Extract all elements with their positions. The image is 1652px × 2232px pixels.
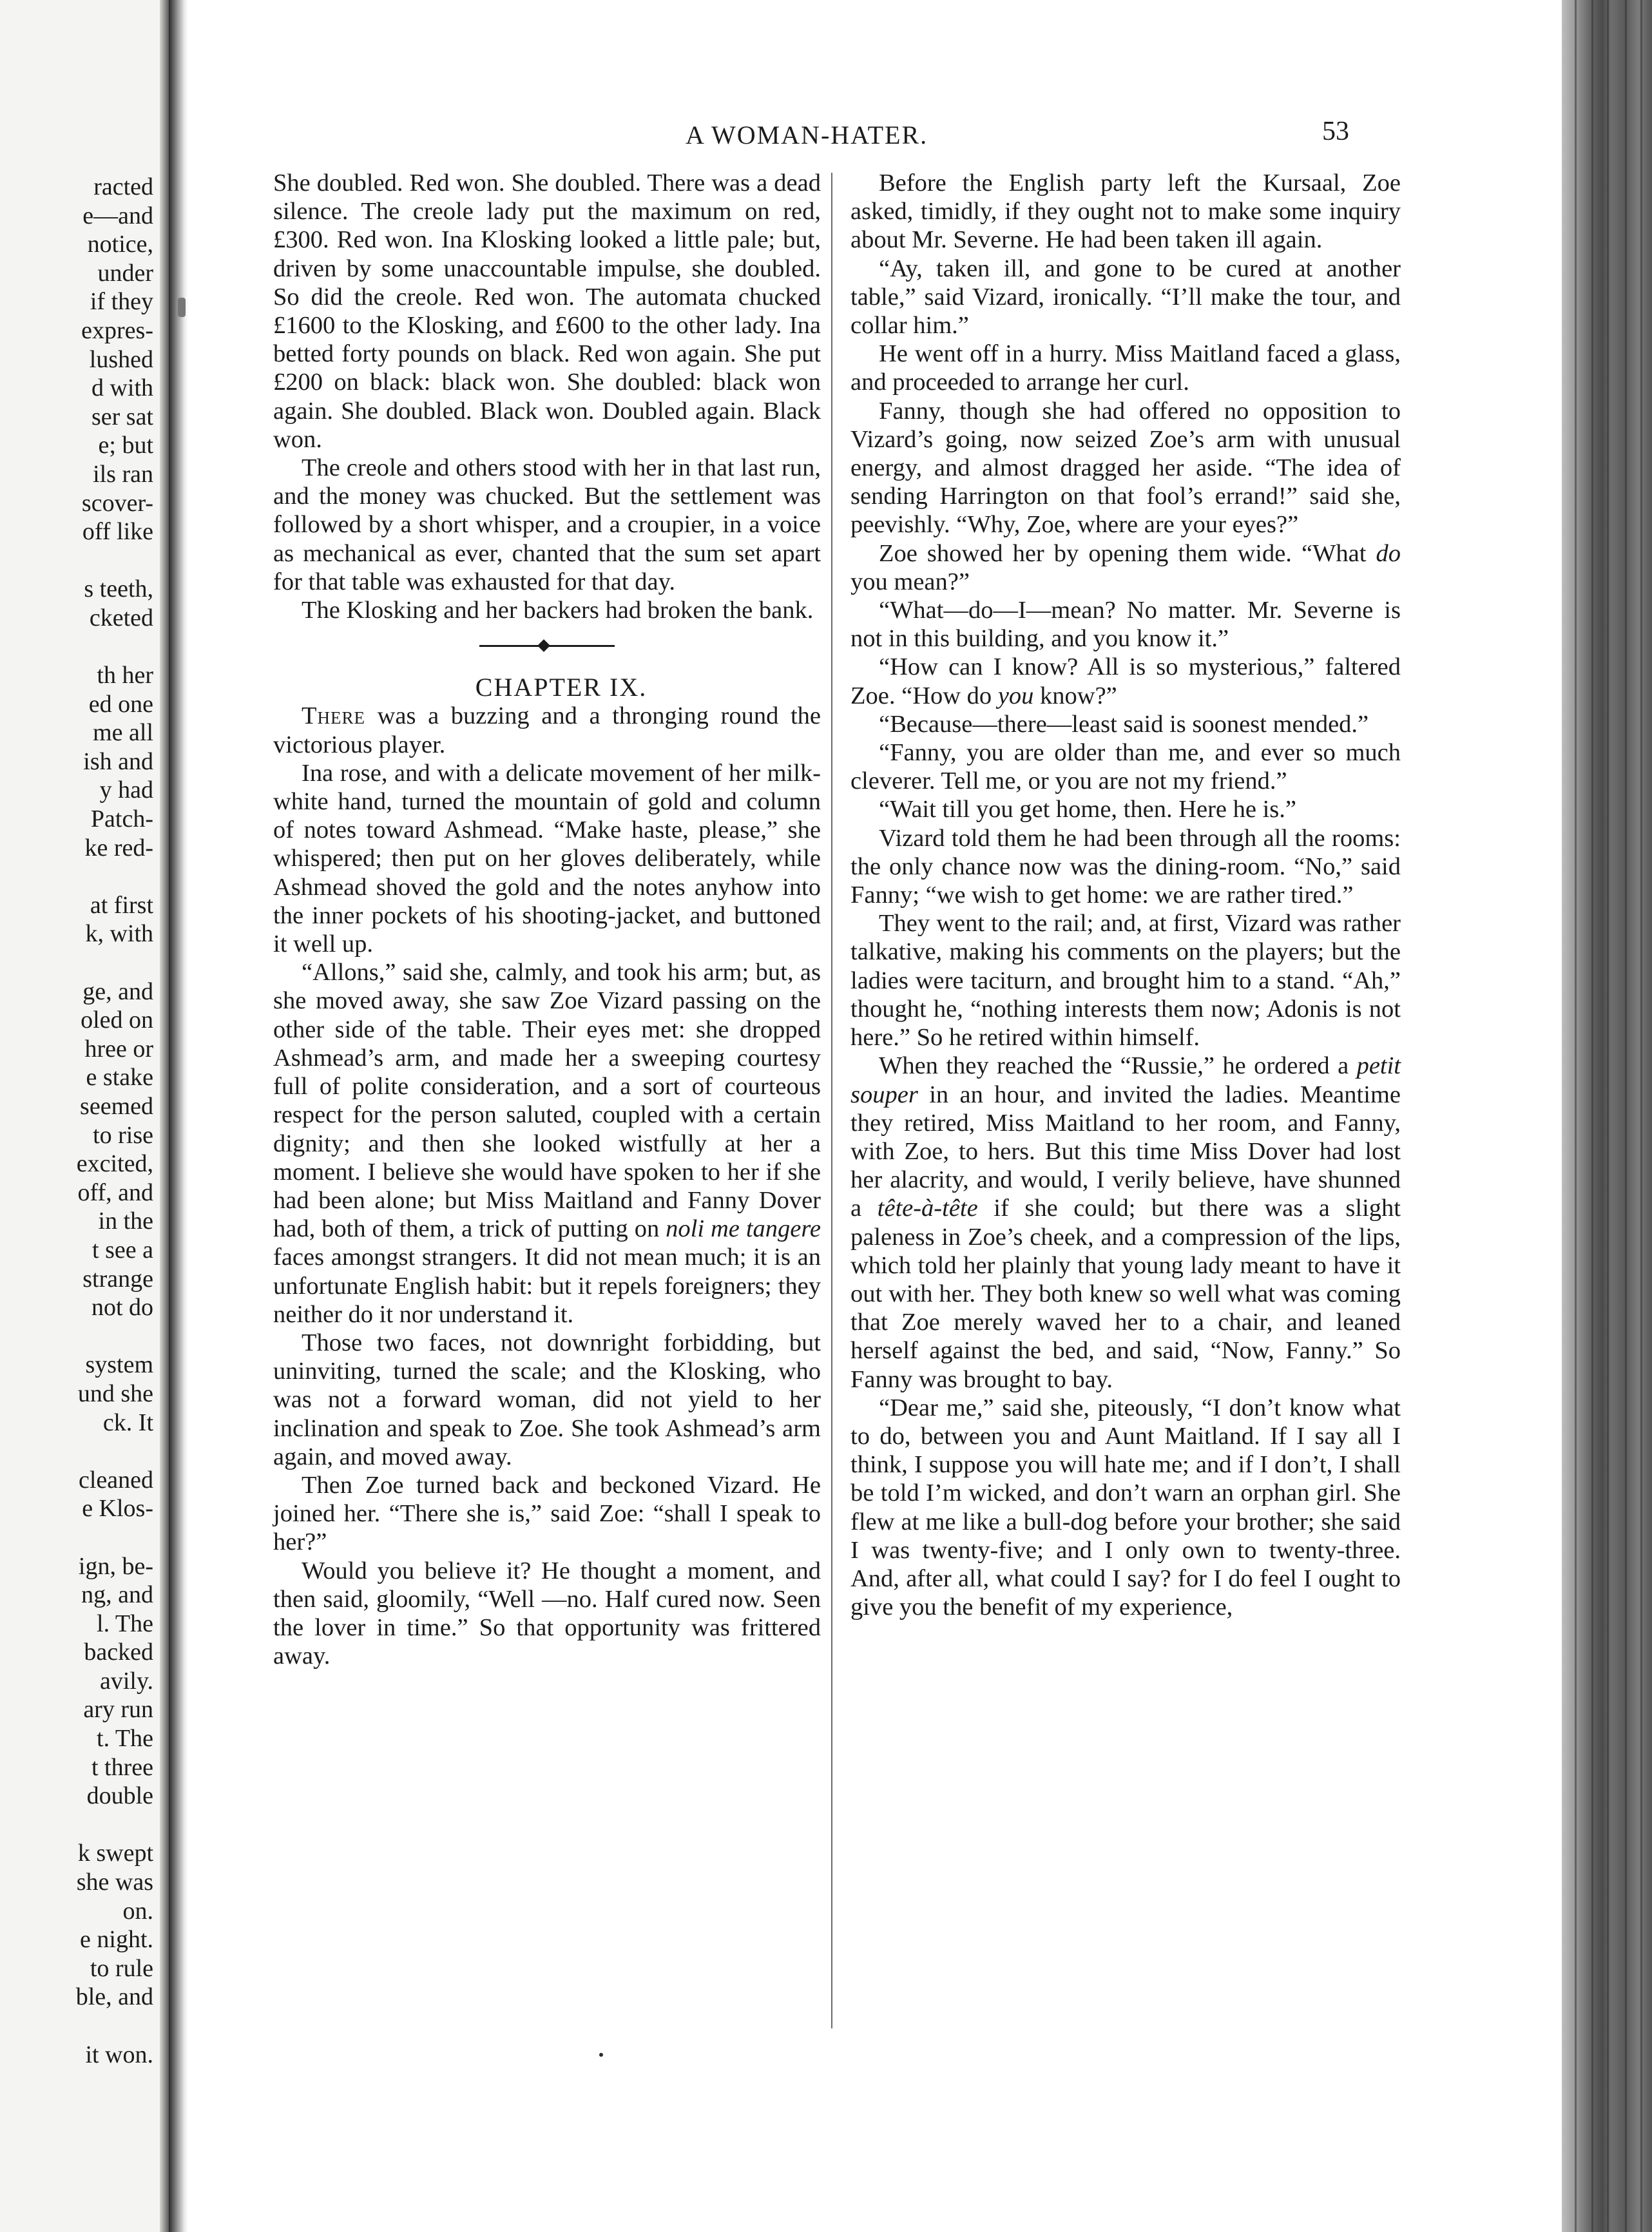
facing-page-line: backed (84, 1639, 153, 1666)
chapter-lead-word: There (302, 702, 366, 730)
facing-page-line: e Klos- (82, 1495, 153, 1523)
paragraph: They went to the rail; and, at first, Vizard was rather talkative, making his comments on the players; but the ladies were taciturn, and brought him to a stand. “Ah,” thought he, “nothing interests them now; Adonis is not here.” So he retired within himself. (850, 910, 1401, 1052)
page-number: 53 (1322, 117, 1349, 146)
facing-page-line: e stake (86, 1064, 153, 1092)
paragraph: She doubled. Red won. She doubled. There was a dead silence. The creole lady put the maximum on red, £300. Red won. Ina Klosking looked a little pale; but, driven by some unaccountable impulse, she doubled. So did the creole. Red won. The automata chucked £1600 to the Klosking, and £600 to the other lady. Ina betted forty pounds on black. Red won again. She put £200 on black: black won. She doubled: black won again. She doubled. Black won. Doubled again. Black won. (273, 169, 821, 453)
chapter-heading: CHAPTER IX. (475, 673, 648, 702)
paragraph: “How can I know? All is so mysterious,” faltered Zoe. “How do you know?” (850, 653, 1401, 709)
paragraph: Then Zoe turned back and beckoned Vizard. He joined her. “There she is,” said Zoe: “shall I speak to her?” (273, 1471, 821, 1556)
facing-page-line: ke red- (84, 834, 153, 861)
facing-page-line: hree or (84, 1035, 153, 1063)
left-column (273, 169, 821, 1670)
facing-page-line: ble, and (75, 1983, 153, 2011)
facing-page-line: not do (91, 1294, 153, 1322)
facing-page-line (0, 546, 153, 575)
paragraph: “Fanny, you are older than me, and ever so much cleverer. Tell me, or you are not my friend.” (850, 739, 1401, 795)
facing-page-line: racted (93, 173, 153, 200)
facing-page-line: lushed (89, 345, 153, 373)
facing-page-line (0, 1523, 153, 1552)
facing-page-line: Patch- (90, 805, 153, 833)
facing-page-line: avily. (99, 1667, 153, 1695)
facing-page-edge (160, 0, 169, 2232)
paragraph: “Because—there—least said is soonest mended.” (879, 710, 1369, 738)
facing-page-line: it won. (85, 2041, 153, 2068)
facing-page-line: under (97, 259, 153, 287)
paragraph: “What—do—I—mean? No matter. Mr. Severne is not in this building, and you know it.” (850, 597, 1401, 653)
facing-page-line: ge, and (82, 977, 153, 1005)
paragraph: The creole and others stood with her in that last run, and the money was chucked. But the settlement was followed by a short whisper, and a croupier, in a voice as mechanical as ever, chanted that the sum set apart for that table was exhausted for that day. (273, 454, 821, 595)
facing-page-line: seemed (80, 1093, 153, 1120)
facing-page-line: ils ran (93, 460, 153, 488)
running-title: A WOMAN-HATER. (686, 120, 928, 149)
facing-page-line: ary run (83, 1696, 153, 1724)
book-gutter (169, 0, 188, 2232)
facing-page-line (0, 2012, 153, 2041)
facing-page-line: ign, be- (78, 1552, 153, 1580)
paragraph: The Klosking and her backers had broken the bank. (302, 597, 814, 624)
paragraph: When they reached the “Russie,” he ordered a petit souper in an hour, and invited the ladies. Meantime they retired, Miss Maitland to her room, and Fanny, with Zoe, to hers. But this time Miss Dover had lost her alacrity, and would, I verily believe, have shunned a tête-à-tête if she could; but there was a slight paleness in Zoe’s cheek, and a compression of the lips, which told her plainly that young lady meant to have it out with her. They both knew so well what was coming that Zoe merely waved her to a chair, and leaned herself against the bed, and said, “Now, Fanny.” So Fanny was brought to bay. (850, 1052, 1401, 1393)
facing-page-line: ck. It (102, 1409, 153, 1436)
paragraph: “Dear me,” said she, piteously, “I don’t know what to do, between you and Aunt Maitland. If I say all I think, I suppose you will hate me; and if I don’t, I shall be told I’m wicked, and don’t warn an orphan girl. She flew at me like a bull-dog before your brother; she said I was twenty-five; and I only own to twenty-three. And, after all, what could I say? for I do feel I ought to give you the benefit of my experience, (850, 1394, 1401, 1621)
facing-page-line: strange (82, 1265, 153, 1293)
facing-page-fragment (0, 0, 169, 2232)
facing-page-line: t. The (97, 1725, 153, 1753)
facing-page-line (0, 1437, 153, 1466)
facing-page-line (0, 1322, 153, 1351)
paragraph: There was a buzzing and a thronging round the victorious player. (273, 702, 821, 758)
facing-page-line: d with (91, 374, 153, 402)
facing-page-line: ng, and (81, 1581, 153, 1609)
facing-page-line (0, 862, 153, 891)
facing-page-line: und she (77, 1380, 153, 1407)
facing-page-line: expres- (81, 316, 153, 344)
paragraph: Vizard told them he had been through all the rooms: the only chance now was the dining-room. “No,” said Fanny; “we wish to get home: we are rather tired.” (850, 824, 1401, 909)
facing-page-line: e—and (82, 202, 153, 229)
facing-page-line: t three (91, 1753, 153, 1781)
facing-page-line: notice, (87, 231, 153, 258)
facing-page-line: k swept (77, 1840, 153, 1867)
section-ornament (479, 641, 615, 650)
facing-page-line: e; but (98, 432, 153, 459)
paragraph: He went off in a hurry. Miss Maitland faced a glass, and proceeded to arrange her curl. (850, 340, 1401, 396)
facing-page-line: cleaned (78, 1466, 153, 1494)
facing-page-line: t see a (92, 1236, 153, 1264)
right-column (850, 169, 1401, 1621)
facing-page-line: at first (90, 891, 153, 919)
facing-page-line: excited, (76, 1150, 153, 1178)
paragraph: Ina rose, and with a delicate movement of her milk-white hand, turned the mountain of gold and column of notes toward Ashmead. “Make haste, please,” she whispered; then put on her gloves deliberately, while Ashmead shoved the gold and the notes anyhow into the inner pockets of his shooting-jacket, and buttoned it well up. (273, 759, 821, 958)
facing-page-line: she was (76, 1869, 153, 1896)
facing-page-line: ser sat (91, 403, 153, 430)
book-page-edges (1562, 0, 1652, 2232)
paragraph: “Allons,” said she, calmly, and took his arm; but, as she moved away, she saw Zoe Vizard passing on the other side of the table. Their eyes met: she dropped Ashmead’s arm, and made her a sweeping courtesy full of polite consideration, and a sort of courteous respect for the person saluted, coupled with a certain dignity; and then she looked wistfully at her a moment. I believe she would have spoken to her if she had been alone; but Miss Maitland and Fanny Dover had, both of them, a trick of putting on noli me tangere faces amongst strangers. It did not mean much; it is an unfortunate English habit: but it repels foreigners; they neither do it nor understand it. (273, 959, 821, 1328)
facing-page-line: oled on (81, 1006, 153, 1034)
facing-page-text (0, 173, 153, 2069)
facing-page-line: k, with (85, 920, 153, 948)
facing-page-line: scover- (81, 489, 153, 517)
paragraph: Those two faces, not downright forbidding, but uninviting, turned the scale; and the Klosking, who was not a forward woman, did not yield to her inclination and speak to Zoe. She took Ashmead’s arm again, and moved away. (273, 1329, 821, 1470)
facing-page-line: to rule (90, 1954, 153, 1982)
print-speck (178, 298, 186, 317)
facing-page-line: s teeth, (84, 575, 153, 603)
facing-page-line: on. (122, 1897, 153, 1925)
facing-page-line: double (86, 1782, 153, 1810)
facing-page-line (0, 633, 153, 662)
facing-page-line: off like (82, 518, 153, 546)
facing-page-line: l. The (97, 1610, 153, 1637)
facing-page-line: y had (99, 776, 153, 804)
paragraph: “Wait till you get home, then. Here he is.” (879, 796, 1296, 823)
column-divider (831, 173, 832, 2028)
facing-page-line: system (85, 1351, 153, 1379)
facing-page-line: cketed (89, 604, 153, 631)
paragraph: Before the English party left the Kursaal, Zoe asked, timidly, if they ought not to make some inquiry about Mr. Severne. He had been taken ill again. (850, 169, 1401, 254)
facing-page-line: ish and (83, 747, 153, 775)
facing-page-line: e night. (80, 1926, 153, 1954)
facing-page-line: to rise (93, 1121, 153, 1149)
facing-page-line: me all (93, 719, 153, 747)
paragraph: Zoe showed her by opening them wide. “What do you mean?” (850, 539, 1401, 595)
paragraph: Fanny, though she had offered no opposition to Vizard’s going, now seized Zoe’s arm with unusual energy, and almost dragged her aside. “The idea of sending Harrington on that fool’s errand!” said she, peevishly. “Why, Zoe, where are your eyes?” (850, 397, 1401, 539)
facing-page-line: ed one (88, 690, 153, 718)
print-speck (599, 2053, 603, 2057)
facing-page-line: th her (97, 662, 153, 689)
facing-page-line: if they (90, 288, 153, 316)
facing-page-line: off, and (77, 1179, 153, 1206)
facing-page-line: in the (98, 1207, 153, 1235)
paragraph: Would you believe it? He thought a moment, and then said, gloomily, “Well —no. Half cured now. Seen the lover in time.” So that opportunity was frittered away. (273, 1557, 821, 1670)
paragraph: “Ay, taken ill, and gone to be cured at another table,” said Vizard, ironically. “I’ll make the tour, and collar him.” (850, 255, 1401, 340)
facing-page-line (0, 948, 153, 977)
facing-page-line (0, 1811, 153, 1840)
